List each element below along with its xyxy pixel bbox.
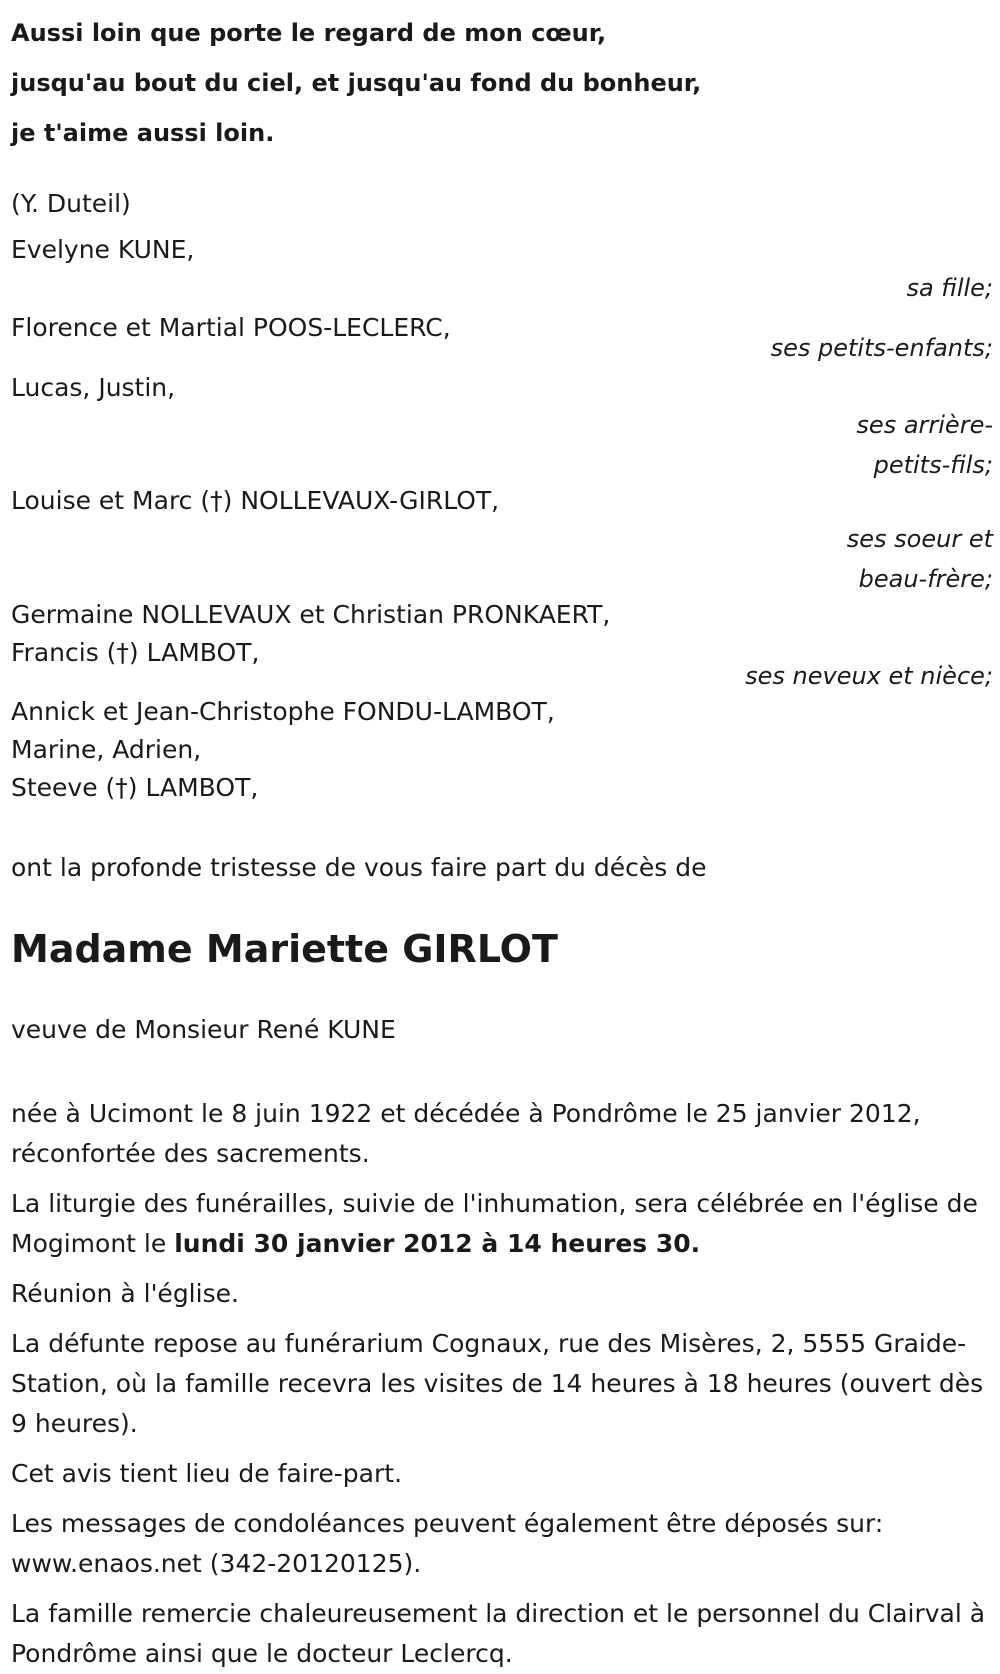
family-group-grandchildren [11, 308, 993, 368]
family-name: Germaine NOLLEVAUX et Christian PRONKAERT, [11, 600, 611, 629]
poem-line-1: Aussi loin que porte le regard de mon cœur, [11, 19, 607, 47]
obituary-notice [11, 0, 993, 1674]
poem-quote [11, 8, 993, 158]
family-relation: ses soeur et beau-frère; [846, 525, 993, 593]
birth-death-text: née à Ucimont le 8 juin 1922 et décédée à Pondrôme le 25 janvier 2012, réconfortée des sacrements. [11, 1099, 921, 1168]
family-relation: ses petits-enfants; [770, 334, 993, 362]
family-name: Steeve (†) LAMBOT, [11, 773, 259, 802]
family-name: Florence et Martial POOS-LECLERC, [11, 313, 451, 342]
poem-credit: (Y. Duteil) [11, 189, 131, 218]
announcement-text: ont la profonde tristesse de vous faire part du décès de [11, 853, 707, 882]
thanks-text: La famille remercie chaleureusement la direction et le personnel du Clairval à Pondrôme ainsi que le docteur Leclercq. [11, 1599, 986, 1668]
family-group-daughter [11, 230, 993, 308]
family-group-sister [11, 481, 993, 599]
family-relation: ses arrière-petits-fils; [856, 411, 993, 479]
family-name: Annick et Jean-Christophe FONDU-LAMBOT, [11, 697, 555, 726]
family-name: Marine, Adrien, [11, 735, 202, 764]
family-relation: ses neveux et nièce; [745, 662, 993, 690]
rest-place-text: La défunte repose au funérarium Cognaux, rue des Misères, 2, 5555 Graide-Station, où la famille recevra les visites de 14 heures à 18 heures (ouvert dès 9 heures). [11, 1329, 984, 1438]
family-name: Louise et Marc (†) NOLLEVAUX-GIRLOT, [11, 486, 500, 515]
deceased-name: Madame Mariette GIRLOT [11, 927, 558, 971]
liturgy-paragraph [11, 1184, 993, 1264]
family-group-others [11, 692, 993, 808]
widow-of-text: veuve de Monsieur René KUNE [11, 1015, 396, 1044]
family-relation: sa fille; [906, 274, 993, 302]
meeting-text: Réunion à l'église. [11, 1279, 239, 1308]
family-group-nephews [11, 595, 993, 696]
condolences-text: Les messages de condoléances peuvent également être déposés sur: www.enaos.net (342-20120125). [11, 1509, 884, 1578]
family-name: Evelyne KUNE, [11, 235, 195, 264]
poem-line-2: jusqu'au bout du ciel, et jusqu'au fond du bonheur, [11, 69, 702, 97]
liturgy-date: lundi 30 janvier 2012 à 14 heures 30. [174, 1229, 701, 1258]
notice-text: Cet avis tient lieu de faire-part. [11, 1459, 403, 1488]
liturgy-text: La liturgie des funérailles, suivie de l'inhumation, sera célébrée en l'église de Mogimont le [11, 1189, 978, 1258]
family-group-great-grandchildren [11, 368, 993, 485]
family-name: Lucas, Justin, [11, 373, 176, 402]
poem-line-3: je t'aime aussi loin. [11, 119, 275, 147]
family-name: Francis (†) LAMBOT, [11, 638, 260, 667]
